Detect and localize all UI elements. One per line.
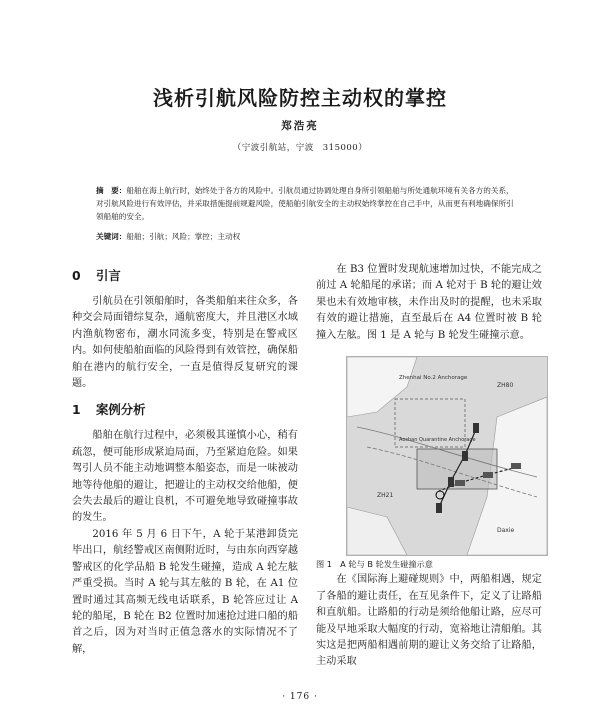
paragraph: 引航员在引领船舶时，各类船舶来往众多，各种交会局面错综复杂，通航密度大，并且港区水域内渔航物密布，潮水同流多变，特别是在警戒区内。如何使船舶面临的风险得到有效管控，确保船舶在港内的航行安全，一直是值得反复研究的课题。 xyxy=(72,296,298,390)
figure-caption: 图 1 A 轮与 B 轮发生碰撞示意 xyxy=(316,559,433,570)
chart-map-svg xyxy=(347,357,547,555)
ship-a-marker xyxy=(462,451,468,461)
map-label: ZH21 xyxy=(377,492,394,500)
abstract-text: 船舶在海上航行时，始终处于各方的风险中。引航员通过协调处理自身所引领船舶与所处通航环境有关各方的关系，对引航风险进行有效评估，并采取措施提前规避风险，使船舶引航安全的主动权始终掌控在自己手中，从而更有利地确保所引领船舶的安全。 xyxy=(96,186,514,221)
map-label: Zhenhai No.2 Anchorage xyxy=(399,375,468,382)
affiliation: （宁波引航站，宁波 315000） xyxy=(232,143,368,153)
right-column xyxy=(316,262,542,671)
section-title: 案例分析 xyxy=(96,402,146,418)
left-column xyxy=(72,262,298,658)
collision-figure xyxy=(346,356,548,556)
author-name: 郑浩亮 xyxy=(281,120,319,132)
collision-point xyxy=(436,491,444,499)
section-number: 0 xyxy=(72,268,81,283)
ship-b-marker xyxy=(455,480,465,486)
ship-a-marker xyxy=(473,423,479,433)
map-label: Daxie xyxy=(497,527,515,535)
ship-a-marker xyxy=(436,503,442,513)
paper-title: 浅析引航风险防控主动权的掌控 xyxy=(153,86,447,110)
ship-b-marker xyxy=(511,463,521,469)
section-heading-intro xyxy=(72,268,298,286)
land-area xyxy=(347,507,407,555)
abstract xyxy=(96,184,516,223)
land-area xyxy=(347,357,417,417)
page-number: · 176 · xyxy=(282,692,318,702)
abstract-label: 摘 要： xyxy=(96,186,127,195)
keywords-text: 船舶；引航；风险；掌控；主动权 xyxy=(126,232,241,241)
keywords xyxy=(96,230,516,243)
map-label: ZH80 xyxy=(497,382,514,390)
section-number: 1 xyxy=(72,402,81,418)
paragraph: 在 B3 位置时发现航速增加过快，不能完成之前过 A 轮船尾的承诺；而 A 轮对于 B 轮的避让效果也未有效地审核，未作出及时的提醒，也未采取有效的避让措施，直至最后在 A4 位置时被 B 轮撞入左舷。图 1 是 A 轮与 B 轮发生碰撞示意。 xyxy=(316,264,542,341)
paragraph: 2016 年 5 月 6 日下午，A 轮于某港卸货完毕出口，航经警戒区南侧附近时，与由东向西穿越警戒区的化学品船 B 轮发生碰撞，造成 A 轮左舷严重受损。当时 A 轮与其左舷的 B 轮，在 A1 位置时通过其高频无线电话联系，B 轮答应过让 A 轮的船尾，B 轮在 B2 位置时加速抢过进口船的船首之后，因为对当时正值急落水的实际情况不了解， xyxy=(72,528,298,655)
paragraph: 在《国际海上避碰规则》中，两船相遇，规定了各船的避让责任，在互见条件下，定义了让路船和直航船。让路船的行动是须给他船让路，应尽可能及早地采取大幅度的行动，宽裕地让清船舶。其实这是把两船相遇前期的避让义务交给了让路船，主动采取 xyxy=(316,574,542,668)
section-heading-case xyxy=(72,402,298,420)
paragraph: 船舶在航行过程中，必须极其谨慎小心，稍有疏忽，便可能形成紧迫局面，乃至紧迫危险。如果驾引人员不能主动地调整本船姿态，而是一味被动地等待他船的避让，把避让的主动权交给他船，便会失去最后的避让良机，不可避免地导致碰撞事故的发生。 xyxy=(72,430,298,524)
map-label: Aoshan Quarantine Anchorage xyxy=(399,437,476,444)
keywords-label: 关键词： xyxy=(96,232,127,241)
ship-b-marker xyxy=(483,472,493,478)
ship-a-marker xyxy=(448,477,454,487)
section-title: 引言 xyxy=(96,268,121,283)
